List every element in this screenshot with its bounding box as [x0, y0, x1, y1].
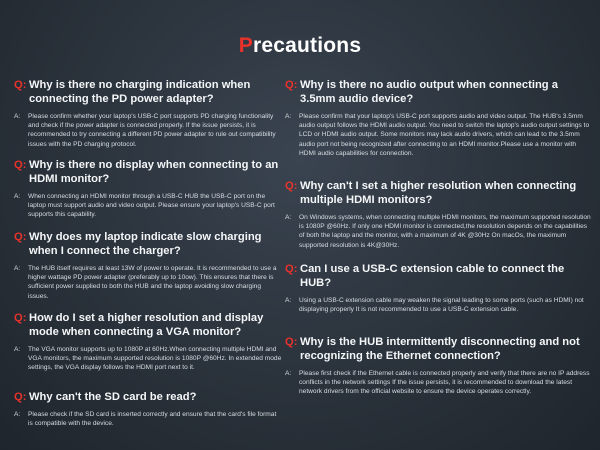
- question-tag: Q:: [14, 391, 27, 403]
- answer-tag: A:: [285, 297, 292, 304]
- answer-text: When connecting an HDMI monitor through a USB-C HUB the USB-C port on the laptop must support audio and video output. Please ensure your laptop's USB-C port supports this capability.: [28, 193, 275, 219]
- question: [14, 158, 282, 186]
- question-text: How do I set a higher resolution and display mode when connecting a VGA monitor?: [29, 312, 264, 338]
- answer-tag: A:: [14, 193, 21, 200]
- answer: [14, 112, 282, 149]
- answer: [285, 369, 591, 397]
- answer-text: The HUB itself requires at least 13W of power to operate. It is recommended to use a higher wattage PD power adapter (preferably up to 10ow). This ensures that there is sufficient power supplied to both the HUB and the laptop avoiding slow charging issues.: [28, 265, 277, 300]
- question-text: Can I use a USB-C extension cable to connect the HUB?: [300, 263, 565, 289]
- question-tag: Q:: [285, 263, 298, 275]
- faq-item: [14, 311, 282, 373]
- question-text: Why is the HUB intermittently disconnecting and not recognizing the Ethernet connection?: [300, 336, 580, 362]
- question-tag: Q:: [14, 79, 27, 91]
- faq-item: [285, 78, 591, 158]
- question-text: Why does my laptop indicate slow charging when I connect the charger?: [29, 231, 262, 257]
- answer: [285, 296, 591, 314]
- answer: [14, 345, 282, 373]
- faq-item: [14, 390, 282, 428]
- question-text: Why is there no charging indication when connecting the PD power adapter?: [29, 79, 251, 105]
- answer-text: On Windows systems, when connecting multiple HDMI monitors, the maximum supported resolution is 1080P @60Hz. If only one HDMI monitor is connected,the resolution depends on the capabilities of both the laptop and the monitor, with a maximum of 4K @30Hz On macOs, the maximum supported resolution is 4K@30Hz.: [299, 214, 591, 249]
- answer: [14, 410, 282, 428]
- question: [285, 335, 591, 363]
- answer-tag: A:: [14, 411, 21, 418]
- faq-item: [14, 230, 282, 301]
- question: [14, 390, 282, 404]
- title-rest: recautions: [253, 34, 362, 57]
- question-tag: Q:: [14, 231, 27, 243]
- answer-text: Using a USB-C extension cable may weaken the signal leading to some ports (such as HDMI) not displaying properly It is not recommended to use a USB-C extension cable.: [299, 297, 584, 314]
- answer: [285, 213, 591, 250]
- question: [285, 78, 591, 106]
- page-title: [0, 34, 600, 58]
- answer-tag: A:: [14, 265, 21, 272]
- question-tag: Q:: [14, 312, 27, 324]
- faq-item: [285, 335, 591, 397]
- answer-tag: A:: [14, 346, 21, 353]
- question: [14, 230, 282, 258]
- answer: [285, 112, 591, 158]
- answer-tag: A:: [14, 113, 21, 120]
- answer-text: The VGA monitor supports up to 1080P at 60Hz.When connecting multiple HDMI and VGA monitors, the maximum supported resolution is 1080P @60Hz. In extended mode settings, the VGA display follows the HDMI port next to it.: [28, 346, 282, 372]
- question-tag: Q:: [285, 180, 298, 192]
- answer: [14, 192, 282, 220]
- answer-tag: A:: [285, 113, 292, 120]
- question-text: Why is there no audio output when connecting a 3.5mm audio device?: [300, 79, 558, 105]
- answer-text: Please check if the SD card is inserted correctly and ensure that the card's file format is compatible with the device.: [28, 411, 277, 428]
- answer-tag: A:: [285, 370, 292, 377]
- question-text: Why is there no display when connecting to an HDMI monitor?: [29, 159, 279, 185]
- question-text: Why can't the SD card be read?: [29, 391, 197, 403]
- question-tag: Q:: [285, 79, 298, 91]
- title-first-letter: P: [238, 34, 253, 57]
- faq-item: [14, 78, 282, 149]
- faq-item: [285, 262, 591, 314]
- question: [14, 311, 282, 339]
- answer-tag: A:: [285, 214, 292, 221]
- faq-item: [285, 179, 591, 250]
- answer: [14, 264, 282, 301]
- answer-text: Please confirm that your laptop's USB-C port supports audio and video output. The HUB's 3.5mm audio output follows the HDMI audio output. You need to switch the laptop's audio output settings to LCD or HDMI audio output. Some monitors may lack audio drivers, which can lead to the 3.5mm audio port not being recognized after connecting to an HDMI monitor.Please use a monitor with HDMI audio capabilities for connection.: [299, 113, 590, 157]
- question: [285, 179, 591, 207]
- question-tag: Q:: [285, 336, 298, 348]
- question-tag: Q:: [14, 159, 27, 171]
- answer-text: Please first check if the Ethernet cable is connected properly and verify that there are no IP address conflicts in the network settings If the issue persists, it is recommended to download the latest network drivers from the official website to ensure the device operates correctly.: [299, 370, 590, 396]
- question-text: Why can't I set a higher resolution when connecting multiple HDMI monitors?: [300, 180, 577, 206]
- question: [285, 262, 591, 290]
- faq-item: [14, 158, 282, 220]
- question: [14, 78, 282, 106]
- answer-text: Please confirm whether your laptop's USB-C port supports PD charging functionality and check if the power adapter is connected properly. If the issue persists, it is recommended to try connecting a different PD power adapter to rule out compatibility issues with the PD charging protocol.: [28, 113, 276, 148]
